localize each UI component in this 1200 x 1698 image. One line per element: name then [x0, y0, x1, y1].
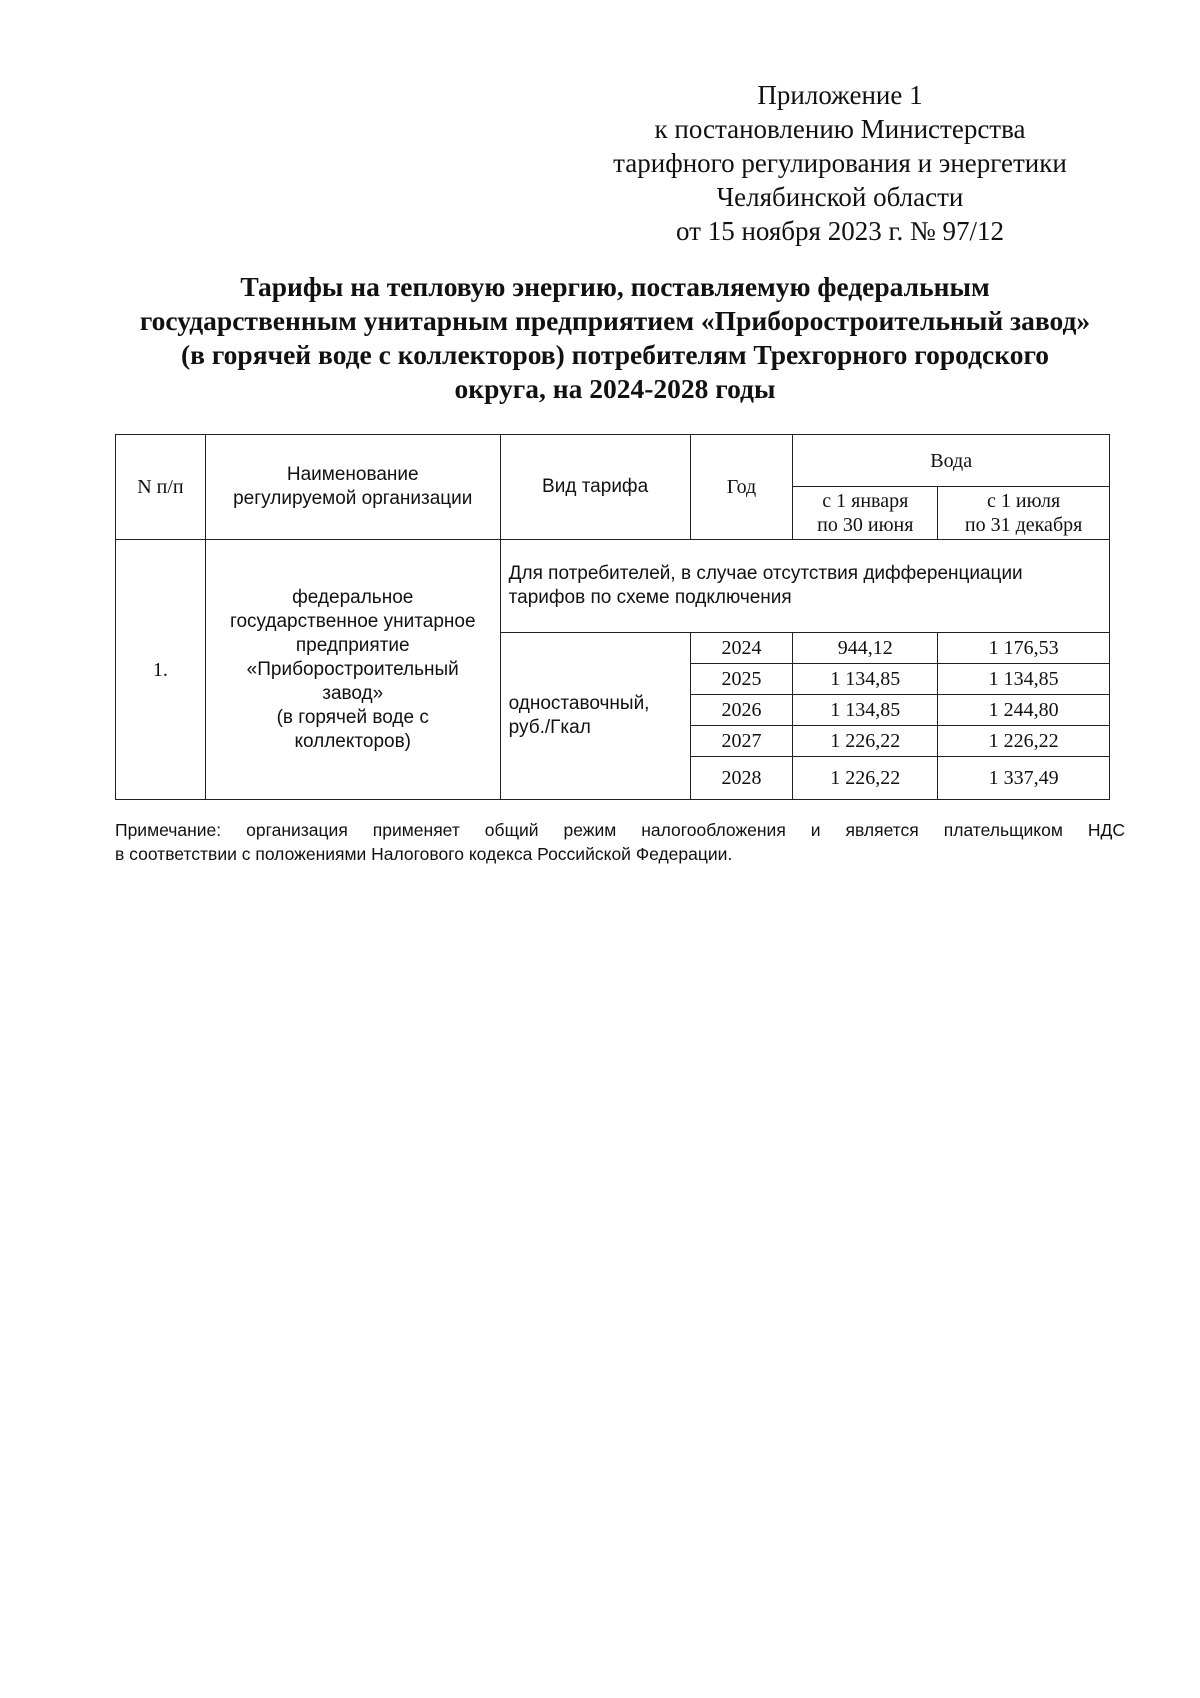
- consumers-note-line: тарифов по схеме подключения: [508, 587, 792, 608]
- organization-line: завод»: [322, 682, 384, 704]
- organization-name: [205, 540, 500, 800]
- organization-line: государственное унитарное: [229, 610, 476, 632]
- consumers-note-line: Для потребителей, в случае отсутствия дифференциации: [508, 563, 1023, 584]
- header-year: Год: [690, 435, 793, 540]
- header-row: [116, 435, 1110, 487]
- year-cell: 2028: [690, 757, 793, 800]
- organization-line: предприятие: [295, 634, 410, 656]
- annex-line: Приложение 1: [757, 80, 923, 110]
- tariff-h2-cell: 1 134,85: [938, 664, 1110, 695]
- header-water: Вода: [793, 435, 1110, 487]
- row-number: 1.: [116, 540, 206, 800]
- tariff-type-cell: [500, 633, 690, 800]
- tariff-type-line: одноставочный,: [508, 693, 650, 714]
- header-period-1: [793, 487, 938, 540]
- header-tariff-type: Вид тарифа: [500, 435, 690, 540]
- tariff-h2-cell: 1 244,80: [938, 695, 1110, 726]
- footnote-line: Примечание: организация применяет общий режим налогообложения и является плательщиком НДС: [115, 820, 1125, 840]
- annex-line: Челябинской области: [716, 182, 964, 212]
- organization-line: (в горячей воде с: [276, 706, 429, 728]
- year-cell: 2024: [690, 633, 793, 664]
- tariff-h1-cell: 1 226,22: [793, 757, 938, 800]
- consumers-note: [500, 540, 1109, 633]
- header-num: N п/п: [116, 435, 206, 540]
- header-period-2: [938, 487, 1110, 540]
- header-organization: [205, 435, 500, 540]
- header-period-line: с 1 июля: [987, 490, 1061, 512]
- annex-header: [560, 78, 1120, 248]
- footnote-line: в соответствии с положениями Налогового кодекса Российской Федерации.: [115, 844, 733, 864]
- tariff-type-line: руб./Гкал: [508, 717, 591, 738]
- tariff-h2-cell: 1 176,53: [938, 633, 1110, 664]
- year-cell: 2026: [690, 695, 793, 726]
- organization-line: федеральное: [292, 586, 414, 608]
- organization-line: «Приборостроительный: [246, 658, 459, 680]
- organization-line: коллекторов): [294, 730, 412, 752]
- header-org-line: Наименование: [286, 464, 419, 485]
- title-line: Тарифы на тепловую энергию, поставляемую федеральным: [240, 271, 990, 302]
- annex-line: тарифного регулирования и энергетики: [613, 148, 1067, 178]
- footnote: [115, 818, 1125, 866]
- tariff-h1-cell: 1 134,85: [793, 664, 938, 695]
- title-line: округа, на 2024-2028 годы: [454, 373, 776, 404]
- title-line: (в горячей воде с коллекторов) потребителям Трехгорного городского: [180, 339, 1050, 370]
- header-period-line: по 31 декабря: [964, 514, 1083, 536]
- header-period-line: по 30 июня: [817, 514, 914, 536]
- tariff-h1-cell: 1 226,22: [793, 726, 938, 757]
- tariff-h2-cell: 1 226,22: [938, 726, 1110, 757]
- document-title: [100, 270, 1130, 406]
- header-org-line: регулируемой организации: [233, 488, 473, 509]
- year-cell: 2025: [690, 664, 793, 695]
- tariff-h1-cell: 944,12: [793, 633, 938, 664]
- annex-line: от 15 ноября 2023 г. № 97/12: [676, 216, 1004, 246]
- year-cell: 2027: [690, 726, 793, 757]
- header-period-line: с 1 января: [822, 490, 909, 512]
- tariff-table: [115, 434, 1110, 800]
- title-line: государственным унитарным предприятием «Приборостроительный завод»: [139, 305, 1091, 336]
- annex-line: к постановлению Министерства: [654, 114, 1026, 144]
- consumers-row: [116, 540, 1110, 633]
- tariff-h2-cell: 1 337,49: [938, 757, 1110, 800]
- tariff-h1-cell: 1 134,85: [793, 695, 938, 726]
